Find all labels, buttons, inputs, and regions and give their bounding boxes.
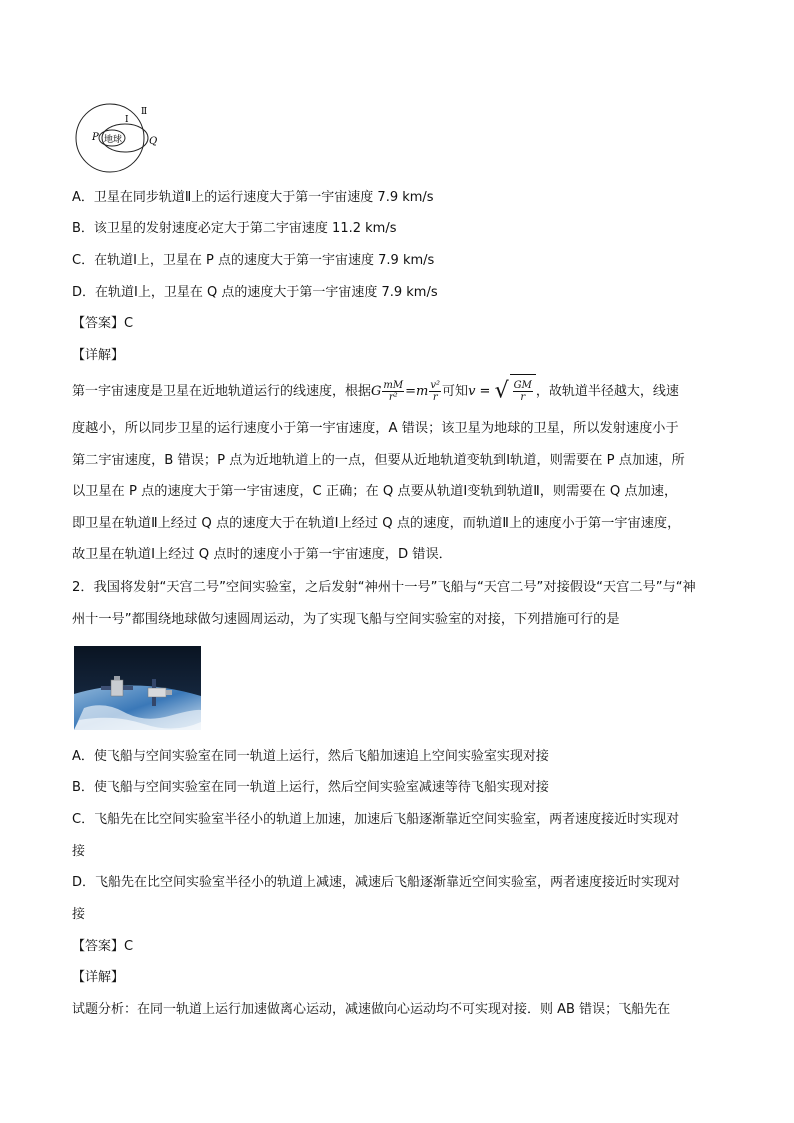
q2-option-b: B．使飞船与空间实验室在同一轨道上运行，然后空间实验室减速等待飞船实现对接: [72, 780, 549, 795]
label-q: Q: [149, 136, 158, 147]
q1-option-c: C．在轨道Ⅰ上，卫星在 P 点的速度大于第一宇宙速度 7.9 km/s: [72, 253, 435, 268]
label-orbit-2: Ⅱ: [141, 107, 148, 117]
q1-option-a: A．卫星在同步轨道Ⅱ上的运行速度大于第一宇宙速度 7.9 km/s: [72, 190, 434, 205]
orbit-diagram: [70, 100, 170, 174]
q2-option-d-cont: 接: [72, 907, 86, 922]
formula-gravity: G $\frac{mM}{\text{r²}}$ =m $\frac{\text{v²}}{r}$: [371, 380, 441, 403]
q2-option-c: C．飞船先在比空间实验室半径小的轨道上加速，加速后飞船逐渐靠近空间实验室，两者速度接近时实现对: [72, 812, 680, 827]
q1-detail-text-b: 可知: [442, 384, 469, 399]
label-orbit-1: Ⅰ: [125, 115, 129, 125]
label-earth: 地球: [104, 135, 123, 145]
q2-stem-row: 州十一号”都围绕地球做匀速圆周运动，为了实现飞船与空间实验室的对接，下列措施可行的是: [72, 611, 620, 627]
q2-option-a: A．使飞船与空间实验室在同一轨道上运行，然后飞船加速追上空间实验室实现对接: [72, 749, 549, 764]
q1-option-b: B．该卫星的发射速度必定大于第二宇宙速度 11.2 km/s: [72, 221, 397, 236]
q2-detail: 试题分析：在同一轨道上运行加速做离心运动，减速做向心运动均不可实现对接．则 AB 错误；飞船先在: [72, 1002, 671, 1017]
q2-detail-heading: 【详解】: [72, 970, 125, 985]
q1-detail-text-a: 第一宇宙速度是卫星在近地轨道运行的线速度，根据: [72, 384, 372, 399]
q1-detail-line-1: [72, 374, 679, 409]
formula-velocity: v = √ $\frac{GM}{r}$: [468, 384, 536, 399]
spacecraft-photo: [74, 646, 201, 730]
q1-detail-heading: 【详解】: [72, 348, 125, 363]
q1-detail-row: 第二宇宙速度，B 错误；P 点为近地轨道上的一点，但要从近地轨道变轨到Ⅰ轨道，则需要在 P 点加速，所: [72, 452, 685, 468]
q1-detail-body: [72, 413, 740, 571]
q1-detail-row: 以卫星在 P 点的速度大于第一宇宙速度，C 正确；在 Q 点要从轨道Ⅰ变轨到轨道Ⅱ，则需要在 Q 点加速，: [72, 484, 678, 499]
q2-option-c-cont: 接: [72, 844, 86, 859]
q1-detail-row: 度越小，所以同步卫星的运行速度小于第一宇宙速度，A 错误；该卫星为地球的卫星，所以发射速度小于: [72, 421, 679, 436]
q2-stem-row: 2．我国将发射“天宫二号”空间实验室，之后发射“神州十一号”飞船与“天宫二号”对接假设“天宫二号”与“神: [72, 580, 696, 595]
label-p: P: [92, 132, 99, 143]
q1-detail-row: 即卫星在轨道Ⅱ上经过 Q 点的速度大于在轨道Ⅰ上经过 Q 点的速度，而轨道Ⅱ上的速度小于第一宇宙速度，: [72, 515, 681, 531]
q1-detail-text-c: ，故轨道半径越大，线速: [535, 384, 679, 399]
q1-option-d: D．在轨道Ⅰ上，卫星在 Q 点的速度大于第一宇宙速度 7.9 km/s: [72, 285, 438, 300]
q2-answer: 【答案】C: [72, 939, 134, 954]
q2-stem: [72, 572, 740, 635]
q2-option-d: D．飞船先在比空间实验室半径小的轨道上减速，减速后飞船逐渐靠近空间实验室，两者速度接近时实现对: [72, 875, 681, 890]
q1-answer: 【答案】C: [72, 316, 134, 331]
q1-detail-row: 故卫星在轨道Ⅰ上经过 Q 点时的速度小于第一宇宙速度，D 错误．: [72, 547, 452, 562]
